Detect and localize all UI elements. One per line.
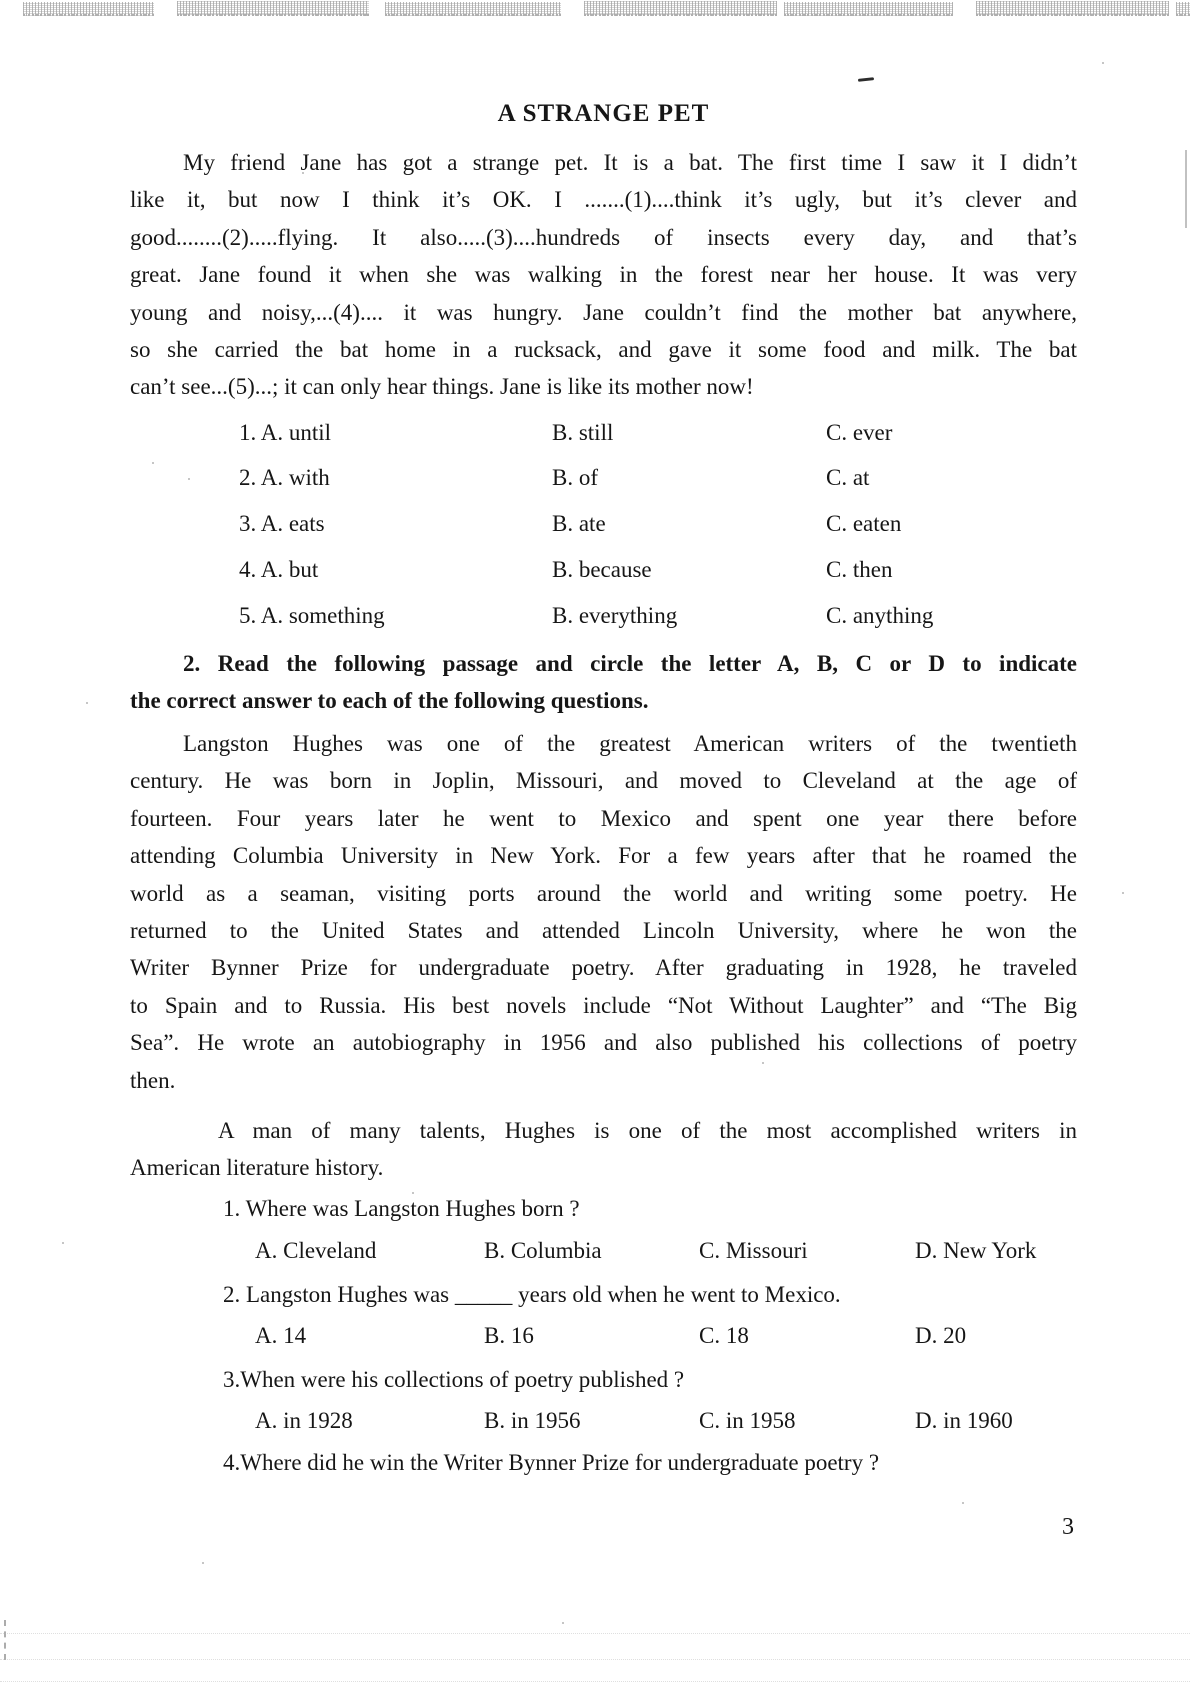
cloze-row bbox=[0, 603, 1190, 635]
question-stem: 1. Where was Langston Hughes born ? bbox=[223, 1196, 580, 1221]
scan-faint-line bbox=[0, 1633, 1190, 1634]
passage-langston-hughes bbox=[130, 725, 1077, 1099]
scan-speck bbox=[1122, 892, 1124, 894]
scan-noise-segment bbox=[584, 1, 777, 16]
option-b: B. Columbia bbox=[484, 1238, 602, 1263]
passage-line: returned to the United States and attended Lincoln University, where he won the bbox=[130, 918, 1077, 944]
scan-speck bbox=[412, 1192, 414, 1194]
passage-line: good........(2).....flying. It also.....(3)....hundreds of insects every day, and that’s bbox=[130, 224, 1077, 250]
scan-edge-mark-right bbox=[1185, 150, 1187, 228]
passage-line: My friend Jane has got a strange pet. It is a bat. The first time I saw it I didn’t bbox=[183, 150, 1077, 175]
cloze-option-c: C. then bbox=[826, 557, 893, 582]
question-options bbox=[0, 1408, 1190, 1440]
cloze-option-b: B. still bbox=[552, 420, 614, 445]
question-stem: 3.When were his collections of poetry published ? bbox=[223, 1367, 685, 1392]
scan-noise-segment bbox=[976, 1, 1169, 16]
option-c: C. Missouri bbox=[699, 1238, 808, 1263]
passage-line: then. bbox=[130, 1067, 176, 1093]
option-a: A. Cleveland bbox=[255, 1238, 377, 1263]
cloze-option-a: 3. A. eats bbox=[239, 511, 325, 536]
scan-dash-artifact bbox=[858, 77, 874, 82]
cloze-option-a: 2. A. with bbox=[239, 465, 330, 490]
page-number: 3 bbox=[1062, 1514, 1074, 1540]
scan-noise-segment bbox=[385, 2, 561, 16]
scan-noise-segment bbox=[23, 2, 154, 16]
cloze-option-b: B. ate bbox=[552, 511, 606, 536]
scan-speck bbox=[152, 462, 154, 464]
passage-line: young and noisy,...(4).... it was hungry. Jane couldn’t find the mother bat anywhere, bbox=[130, 299, 1077, 325]
scan-noise-segment bbox=[177, 1, 369, 16]
option-b: B. in 1956 bbox=[484, 1408, 581, 1433]
scan-speck bbox=[962, 1502, 964, 1504]
question-stem: 2. Langston Hughes was _____ years old when he went to Mexico. bbox=[223, 1282, 841, 1307]
cloze-option-b: B. everything bbox=[552, 603, 678, 628]
passage-line: Sea”. He wrote an autobiography in 1956 and also published his collections of poetry bbox=[130, 1030, 1077, 1056]
cloze-option-a: 1. A. until bbox=[239, 420, 332, 445]
cloze-option-b: B. because bbox=[552, 557, 652, 582]
scan-faint-line bbox=[0, 1681, 1190, 1682]
passage-line: fourteen. Four years later he went to Mexico and spent one year there before bbox=[130, 805, 1077, 831]
scan-edge-mark-left bbox=[4, 1620, 6, 1660]
scan-speck bbox=[562, 1622, 564, 1624]
scan-faint-line bbox=[0, 1659, 1190, 1660]
passage-line: century. He was born in Joplin, Missouri, and moved to Cleveland at the age of bbox=[130, 768, 1077, 794]
question-stem: 4.Where did he win the Writer Bynner Prize for undergraduate poetry ? bbox=[223, 1450, 880, 1475]
passage-line: world as a seaman, visiting ports around the world and writing some poetry. He bbox=[130, 880, 1077, 906]
cloze-option-c: C. eaten bbox=[826, 511, 902, 536]
option-a: A. in 1928 bbox=[255, 1408, 353, 1433]
option-a: A. 14 bbox=[255, 1323, 307, 1348]
scan-noise-segment bbox=[784, 2, 953, 16]
cloze-row bbox=[0, 420, 1190, 452]
cloze-option-c: C. anything bbox=[826, 603, 934, 628]
heading-line: 2. Read the following passage and circle the letter A, B, C or D to indicate bbox=[183, 651, 1077, 676]
cloze-option-a: 4. A. but bbox=[239, 557, 319, 582]
scan-speck bbox=[202, 1562, 204, 1564]
cloze-row bbox=[0, 557, 1190, 589]
cloze-row bbox=[0, 511, 1190, 543]
cloze-option-c: C. ever bbox=[826, 420, 893, 445]
passage-line: great. Jane found it when she was walking in the forest near her house. It was very bbox=[130, 262, 1077, 288]
cloze-row bbox=[0, 465, 1190, 497]
passage-line: to Spain and to Russia. His best novels include “Not Without Laughter” and “The Big bbox=[130, 992, 1077, 1018]
passage-line: can’t see...(5)...; it can only hear things. Jane is like its mother now! bbox=[130, 374, 754, 400]
option-c: C. 18 bbox=[699, 1323, 749, 1348]
passage-strange-pet bbox=[130, 144, 1077, 406]
heading-line: the correct answer to each of the following questions. bbox=[130, 688, 649, 713]
passage-line: A man of many talents, Hughes is one of the most accomplished writers in bbox=[218, 1118, 1077, 1143]
passage-line: so she carried the bat home in a rucksack, and gave it some food and milk. The bat bbox=[130, 337, 1077, 363]
option-c: C. in 1958 bbox=[699, 1408, 796, 1433]
option-d: D. 20 bbox=[915, 1323, 967, 1348]
page-title: A STRANGE PET bbox=[497, 100, 710, 127]
passage-line: Langston Hughes was one of the greatest American writers of the twentieth bbox=[183, 731, 1077, 756]
section2-heading bbox=[130, 645, 1077, 719]
passage-line: like it, but now I think it’s OK. I .......(1)....think it’s ugly, but it’s clever and bbox=[130, 187, 1077, 213]
scan-speck bbox=[86, 702, 88, 704]
scan-speck bbox=[1102, 62, 1104, 64]
option-b: B. 16 bbox=[484, 1323, 534, 1348]
option-d: D. in 1960 bbox=[915, 1408, 1013, 1433]
passage-conclusion bbox=[130, 1112, 1077, 1186]
cloze-option-c: C. at bbox=[826, 465, 870, 490]
option-d: D. New York bbox=[915, 1238, 1037, 1263]
cloze-option-b: B. of bbox=[552, 465, 598, 490]
scan-noise-segment bbox=[1176, 2, 1190, 16]
cloze-option-a: 5. A. something bbox=[239, 603, 385, 628]
question-options bbox=[0, 1238, 1190, 1270]
question-options bbox=[0, 1323, 1190, 1355]
passage-line: American literature history. bbox=[130, 1155, 384, 1180]
passage-line: Writer Bynner Prize for undergraduate poetry. After graduating in 1928, he traveled bbox=[130, 955, 1077, 981]
passage-line: attending Columbia University in New York. For a few years after that he roamed the bbox=[130, 843, 1077, 869]
